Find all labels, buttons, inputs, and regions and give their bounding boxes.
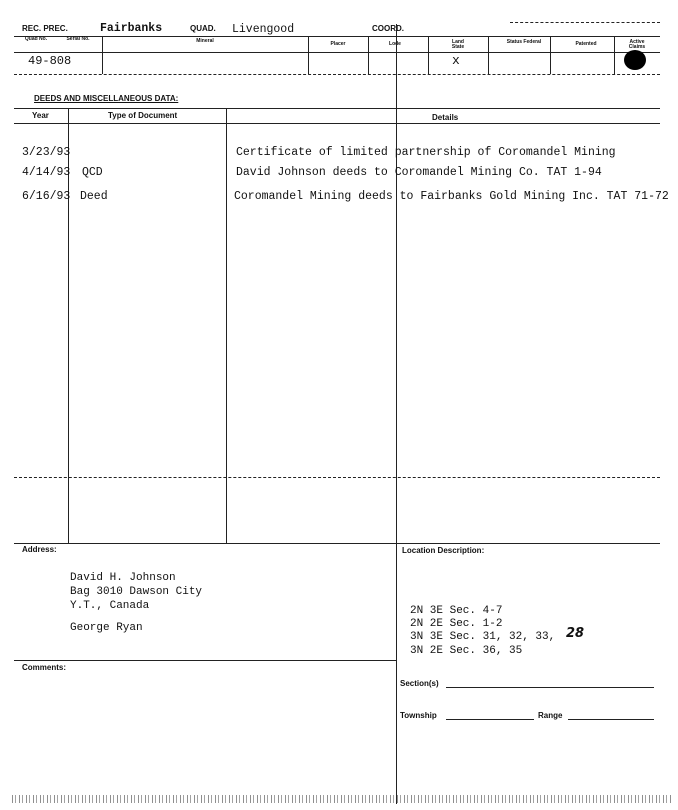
col-lode: Lode bbox=[389, 41, 401, 47]
deed-row-3-details: Coromandel Mining deeds to Fairbanks Gold Mining Inc. TAT 71-72 bbox=[234, 190, 669, 203]
rec-prec-value: Fairbanks bbox=[100, 22, 163, 35]
range-field-label: Range bbox=[538, 711, 563, 720]
location-line-3: 3N 3E Sec. 31, 32, 33, bbox=[410, 631, 556, 643]
quad-label: QUAD. bbox=[190, 24, 216, 33]
deeds-col-year: Year bbox=[32, 111, 49, 120]
col-serial-no: Serial No. bbox=[66, 36, 90, 42]
claim-col-divider bbox=[550, 36, 551, 74]
header-dash-rule bbox=[510, 22, 660, 23]
township-field-line[interactable] bbox=[446, 719, 534, 720]
page-center-divider bbox=[396, 24, 397, 804]
location-line-2: 2N 2E Sec. 1-2 bbox=[410, 618, 503, 630]
address-label: Address: bbox=[22, 545, 57, 554]
col-land-state: Land State bbox=[451, 39, 465, 50]
claim-header-rule bbox=[14, 52, 660, 53]
deed-row-2-year: 4/14/93 bbox=[22, 166, 71, 179]
claim-col-divider bbox=[368, 36, 369, 74]
township-field-label: Township bbox=[400, 711, 437, 720]
col-quad-no: Quad No. bbox=[24, 36, 48, 42]
deeds-section-title: DEEDS AND MISCELLANEOUS DATA: bbox=[34, 94, 179, 103]
coord-label: COORD. bbox=[372, 24, 404, 33]
header-rule bbox=[14, 36, 660, 37]
address-line-2: Bag 3010 Dawson City bbox=[70, 586, 203, 598]
claim-col-divider bbox=[308, 36, 309, 74]
claim-col-divider bbox=[102, 36, 103, 74]
deeds-header-rule bbox=[14, 123, 660, 124]
deeds-col-details: Details bbox=[432, 113, 459, 122]
claim-col-divider bbox=[614, 36, 615, 74]
rec-prec-label: REC. PREC. bbox=[22, 24, 68, 33]
claim-col-divider bbox=[428, 36, 429, 74]
col-status-federal: Status Federal bbox=[506, 39, 542, 45]
section-field-label: Section(s) bbox=[400, 679, 439, 688]
section-field-line[interactable] bbox=[446, 687, 654, 688]
location-line-4: 3N 2E Sec. 36, 35 bbox=[410, 645, 523, 657]
col-patented: Patented bbox=[575, 41, 597, 47]
deed-row-1-year: 3/23/93 bbox=[22, 146, 71, 159]
deed-row-3-year: 6/16/93 bbox=[22, 190, 71, 203]
comments-label: Comments: bbox=[22, 663, 67, 672]
location-line-1: 2N 3E Sec. 4-7 bbox=[410, 605, 503, 617]
deed-row-3-type: Deed bbox=[80, 190, 108, 203]
col-active-claims: Active Claims bbox=[628, 39, 646, 50]
scan-edge-noise bbox=[12, 795, 672, 803]
quad-serial-value: 49-808 bbox=[28, 54, 72, 68]
deed-row-2-details: David Johnson deeds to Coromandel Mining Co. TAT 1-94 bbox=[236, 166, 602, 179]
address-second-name: George Ryan bbox=[70, 622, 143, 634]
claim-col-divider bbox=[488, 36, 489, 74]
address-line-3: Y.T., Canada bbox=[70, 600, 150, 612]
claim-bottom-rule bbox=[14, 74, 660, 75]
deeds-bottom-rule bbox=[14, 543, 660, 544]
active-claims-filled-circle bbox=[624, 50, 646, 70]
deed-row-1-details: Certificate of limited partnership of Coromandel Mining bbox=[236, 146, 616, 159]
location-handwritten-addition: 28 bbox=[566, 626, 585, 641]
deeds-top-rule bbox=[14, 108, 660, 109]
col-placer: Placer bbox=[330, 41, 346, 47]
address-line-1: David H. Johnson bbox=[70, 572, 176, 584]
range-field-line[interactable] bbox=[568, 719, 654, 720]
deeds-col-type: Type of Document bbox=[108, 111, 178, 120]
quad-value: Livengood bbox=[232, 23, 295, 36]
location-description-label: Location Description: bbox=[402, 546, 485, 555]
deed-row-2-type: QCD bbox=[82, 166, 103, 179]
comments-top-rule bbox=[14, 660, 396, 661]
deeds-dashed-rule bbox=[14, 477, 660, 478]
col-mineral: Mineral bbox=[196, 38, 214, 44]
land-state-check-mark: x bbox=[452, 53, 460, 68]
